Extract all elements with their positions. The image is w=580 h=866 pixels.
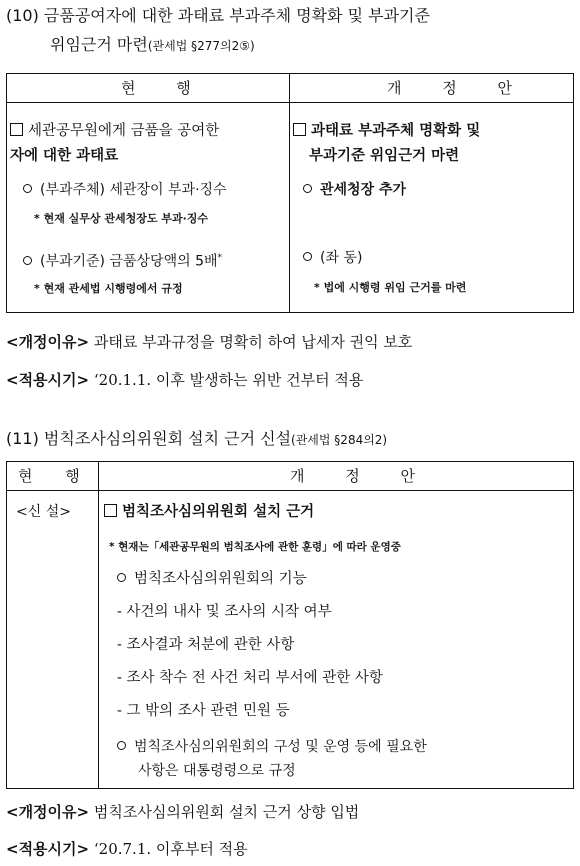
circle-bullet-icon: [23, 256, 32, 265]
asterisk-icon: *: [34, 212, 44, 225]
current-box-line1: 세관공무원에게 금품을 공여한: [10, 119, 219, 143]
current-item-1: (부과주체) 세관장이 부과·징수: [23, 178, 227, 202]
revised-box-line2: 부과기준 위임근거 마련: [309, 148, 460, 164]
checkbox-square-icon: [10, 123, 23, 136]
revised-sub-3: - 조사 착수 전 사건 처리 부서에 관한 사항: [117, 670, 383, 686]
revised-sub-2: - 조사결과 처분에 관한 사항: [117, 637, 295, 653]
asterisk-icon: *: [34, 282, 44, 295]
new-provision-label: <신 설>: [16, 504, 71, 520]
current-note-1: * 현재 실무상 관세청장도 부과·징수: [34, 212, 209, 225]
revised-item-2-line1: 범칙조사심의위원회의 구성 및 운영 등에 필요한: [117, 735, 427, 759]
table-11-header-current: 현 행: [18, 467, 94, 485]
section-11-reason: <개정이유> 범칙조사심의위원회 설치 근거 상향 입법: [6, 803, 360, 821]
revised-note-2: * 법에 시행령 위임 근거를 마련: [314, 281, 467, 294]
asterisk-icon: *: [109, 541, 119, 553]
revised-item-2: (좌 동): [303, 246, 362, 270]
checkbox-square-icon: [293, 123, 306, 136]
current-box-line2: 자에 대한 과태료: [10, 148, 119, 164]
revised-item-1: 관세청장 추가: [303, 178, 406, 202]
revised-sub-4: - 그 밖의 조사 관련 민원 등: [117, 703, 290, 719]
section-10-reason: <개정이유> 과태료 부과규정을 명확히 하여 납세자 권익 보호: [6, 333, 413, 351]
checkbox-square-icon: [104, 504, 117, 517]
revised-sub-1: - 사건의 내사 및 조사의 시작 여부: [117, 604, 332, 620]
circle-bullet-icon: [117, 741, 126, 750]
asterisk-icon: *: [314, 281, 324, 294]
section-11-title: (11) 범칙조사심의위원회 설치 근거 신설(관세법 §284의2): [6, 429, 388, 448]
section-10-title-line2: 위임근거 마련(관세법 §277의2⑤): [50, 35, 255, 54]
section-10-title: (10) 금품공여자에 대한 과태료 부과주체 명확화 및 부과기준: [6, 6, 430, 25]
section-10-period: <적용시기> ‘20.1.1. 이후 발생하는 위반 건부터 적용: [6, 371, 364, 389]
revised-box-line: 범칙조사심의위원회 설치 근거: [104, 500, 314, 524]
circle-bullet-icon: [117, 573, 126, 582]
revised-item-1: 범칙조사심의위원회의 기능: [117, 567, 307, 591]
section-10-law-reference: (관세법 §277의2⑤): [147, 39, 255, 53]
revised-note: * 현재는「세관공무원의 범칙조사에 관한 훈령」에 따라 운영중: [109, 541, 401, 553]
table-10-header-current: 현 행: [121, 79, 209, 97]
revised-box-line1: 과태료 부과주체 명확화 및: [293, 119, 480, 143]
circle-bullet-icon: [23, 184, 32, 193]
circle-bullet-icon: [303, 252, 312, 261]
table-10-header-revised: 개 정 안: [387, 79, 531, 97]
circle-bullet-icon: [303, 184, 312, 193]
revised-item-2-line2: 사항은 대통령령으로 규정: [138, 763, 296, 779]
section-11-law-reference: (관세법 §284의2): [291, 433, 388, 447]
table-11-header-revised: 개 정 안: [290, 467, 434, 485]
current-note-2: * 현재 관세법 시행령에서 규정: [34, 282, 183, 295]
current-item-2: (부과기준) 금품상당액의 5배*: [23, 246, 222, 274]
section-11-period: <적용시기> ‘20.7.1. 이후부터 적용: [6, 840, 248, 858]
